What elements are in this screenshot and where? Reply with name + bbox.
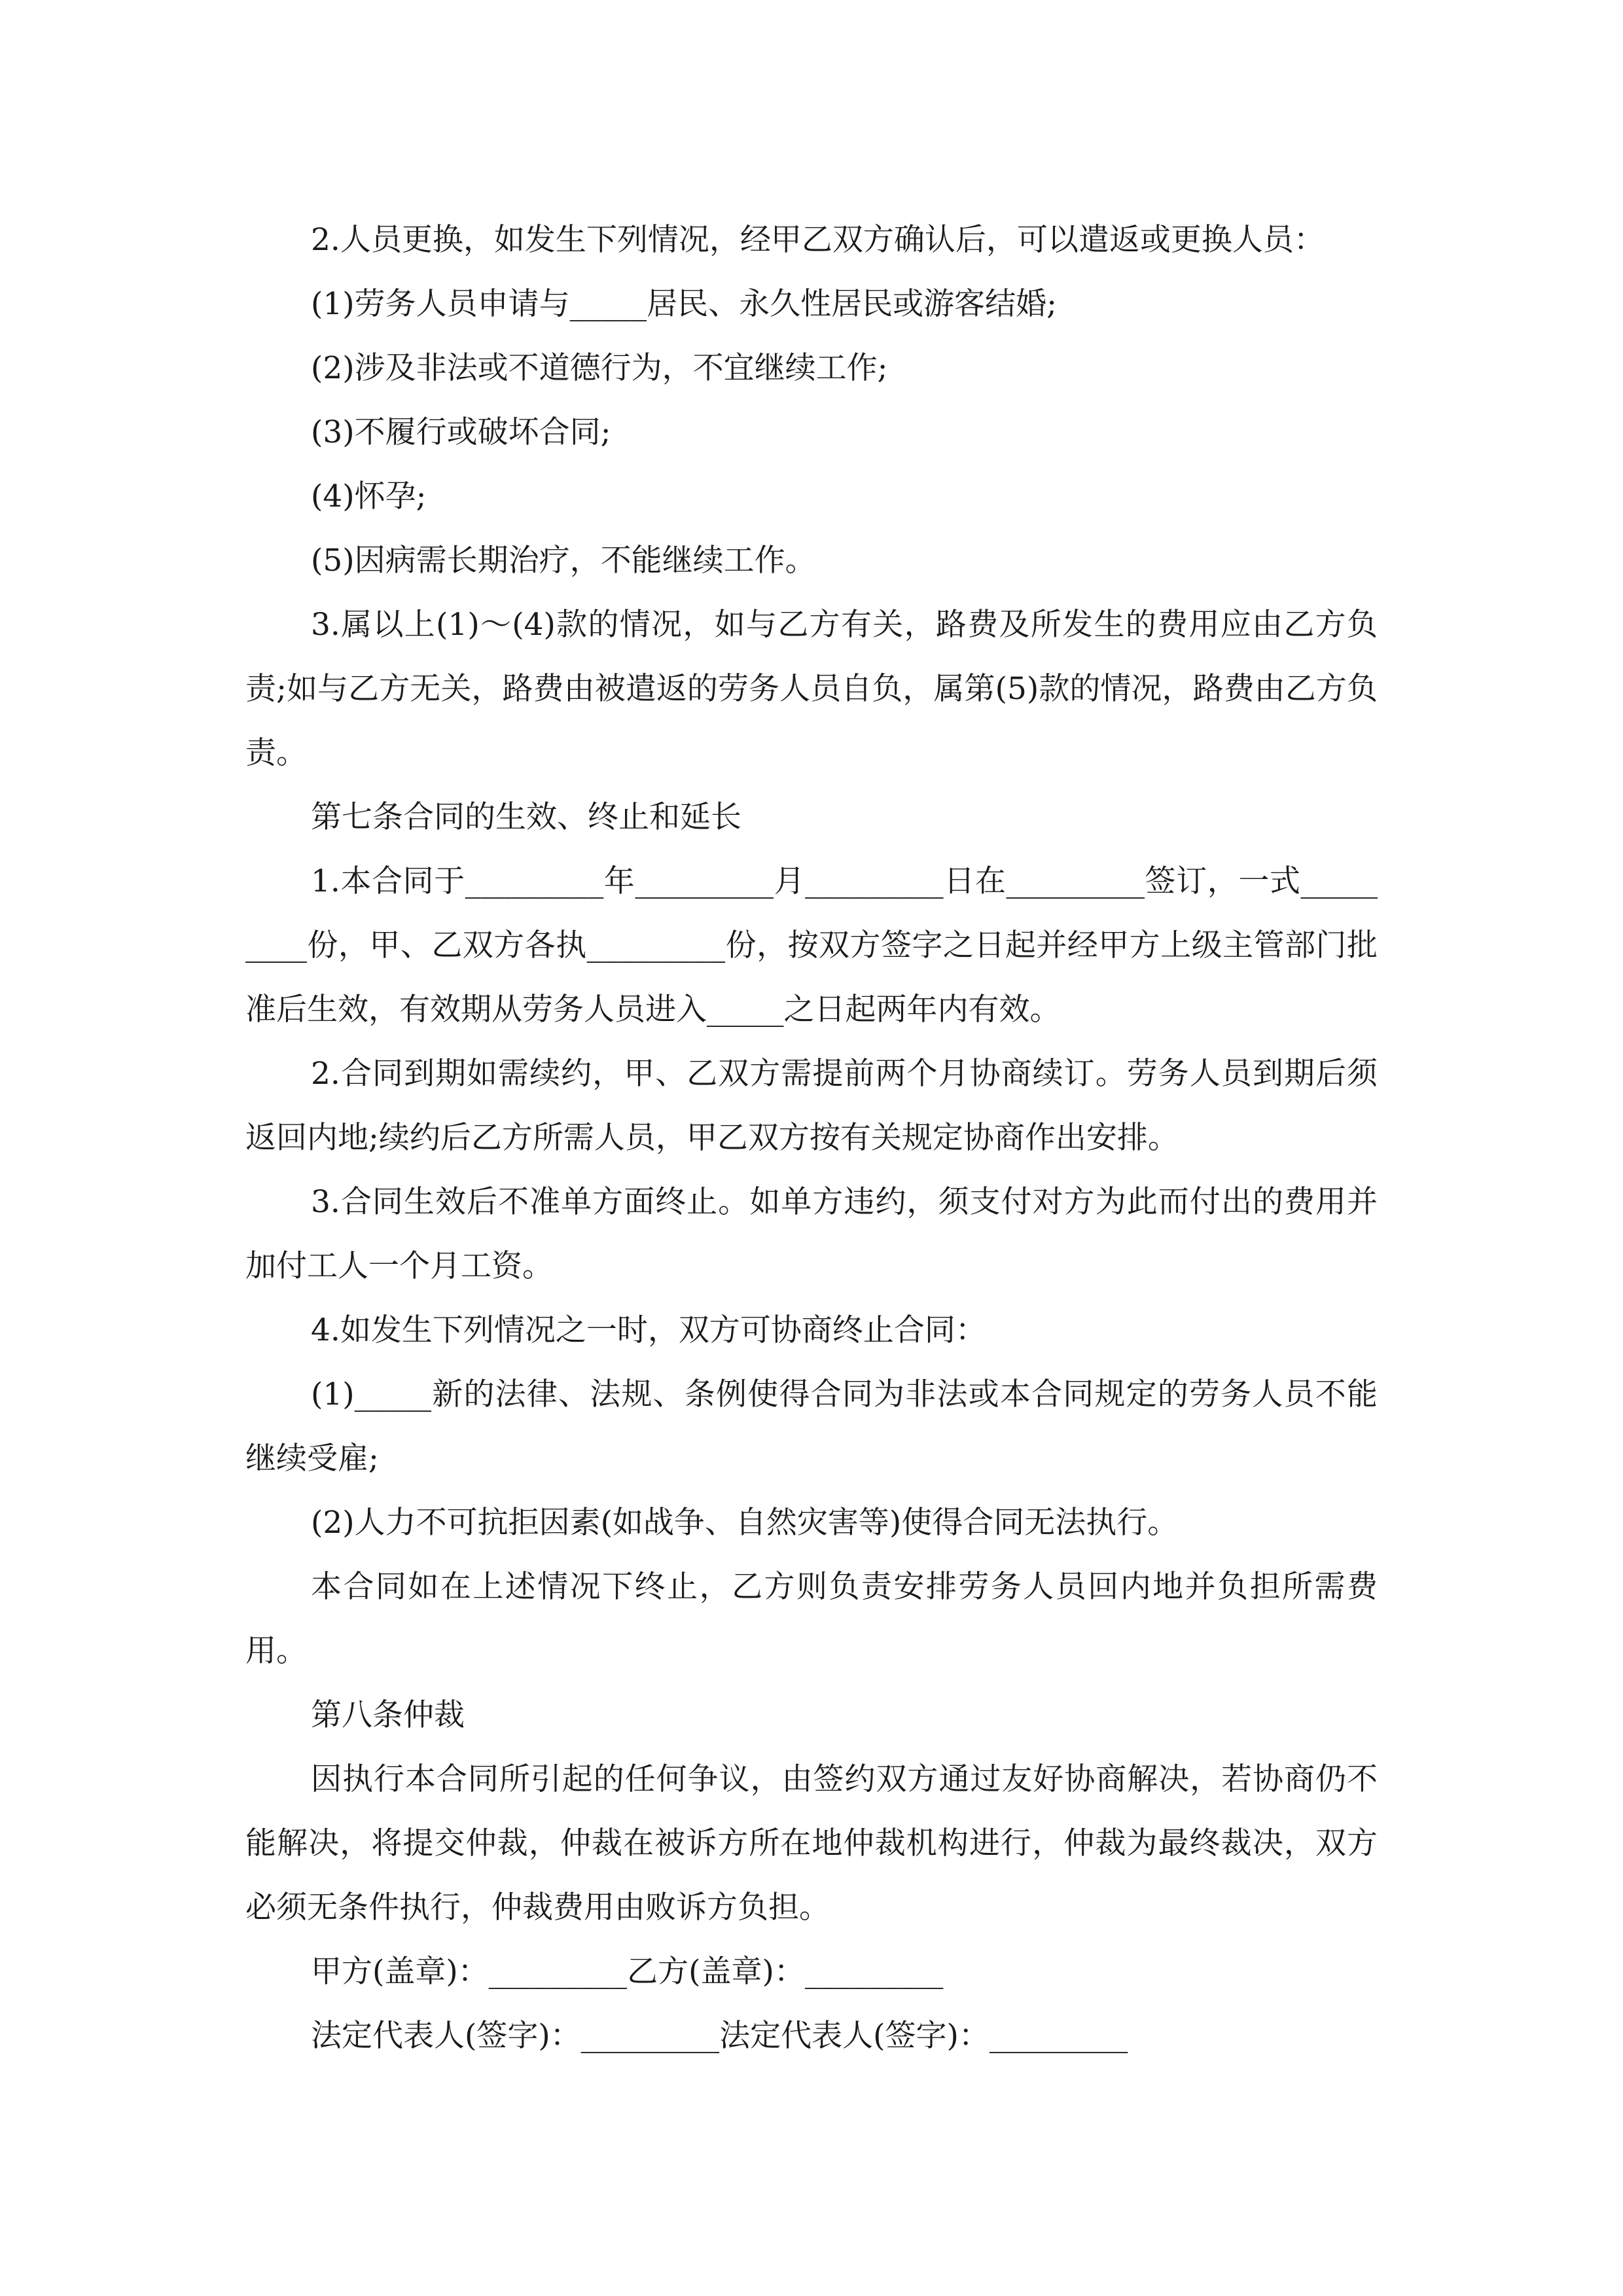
signature-line-seals: 甲方(盖章)：_________乙方(盖章)：_________ <box>311 1954 944 1990</box>
paragraph-renewal: 2.合同到期如需续约，甲、乙双方需提前两个月协商续订。劳务人员到期后须返回内地;续约后乙方所需人员，甲乙双方按有关规定协商作出安排。 <box>245 1056 1378 1156</box>
list-item-breach: (3)不履行或破坏合同; <box>311 414 611 450</box>
list-item-illegal-conduct: (2)涉及非法或不道德行为，不宜继续工作; <box>311 350 888 386</box>
list-item-pregnancy: (4)怀孕; <box>311 478 427 514</box>
document-body <box>245 208 1378 2068</box>
paragraph-travel-expenses: 3.属以上(1)～(4)款的情况，如与乙方有关，路费及所发生的费用应由乙方负责;如与乙方无关，路费由被遣返的劳务人员自负，属第(5)款的情况，路费由乙方负责。 <box>245 607 1378 771</box>
paragraph-personnel-replacement: 2.人员更换，如发生下列情况，经甲乙双方确认后，可以遣返或更换人员： <box>311 222 1325 258</box>
list-item-illness: (5)因病需长期治疗，不能继续工作。 <box>311 543 816 579</box>
paragraph-signing-effect: 1.本合同于_________年_________月_________日在_________签订，一式_________份，甲、乙双方各执_________份，按双方签字之日起并经甲方上级主管部门批准后生效，有效期从劳务人员进入_____之日起两年内有效。 <box>245 863 1378 1028</box>
list-item-marriage: (1)劳务人员申请与_____居民、永久性居民或游客结婚; <box>311 286 1057 322</box>
paragraph-arbitration: 因执行本合同所引起的任何争议，由签约双方通过友好协商解决，若协商仍不能解决，将提交仲裁，仲裁在被诉方所在地仲裁机构进行，仲裁为最终裁决，双方必须无条件执行，仲裁费用由败诉方负担。 <box>245 1761 1378 1926</box>
paragraph-termination-conditions: 4.如发生下列情况之一时，双方可协商终止合同： <box>311 1312 986 1348</box>
paragraph-no-unilateral-termination: 3.合同生效后不准单方面终止。如单方违约，须支付对方为此而付出的费用并加付工人一个月工资。 <box>245 1184 1378 1284</box>
paragraph-termination-return: 本合同如在上述情况下终止，乙方则负责安排劳务人员回内地并负担所需费用。 <box>245 1569 1378 1669</box>
list-item-new-laws: (1)_____新的法律、法规、条例使得合同为非法或本合同规定的劳务人员不能继续受雇; <box>245 1376 1378 1477</box>
article-8-heading: 第八条仲裁 <box>311 1697 465 1733</box>
signature-line-representatives: 法定代表人(签字)：_________法定代表人(签字)：_________ <box>311 2018 1128 2054</box>
article-7-heading: 第七条合同的生效、终止和延长 <box>311 799 741 835</box>
list-item-force-majeure: (2)人力不可抗拒因素(如战争、自然灾害等)使得合同无法执行。 <box>311 1505 1179 1541</box>
